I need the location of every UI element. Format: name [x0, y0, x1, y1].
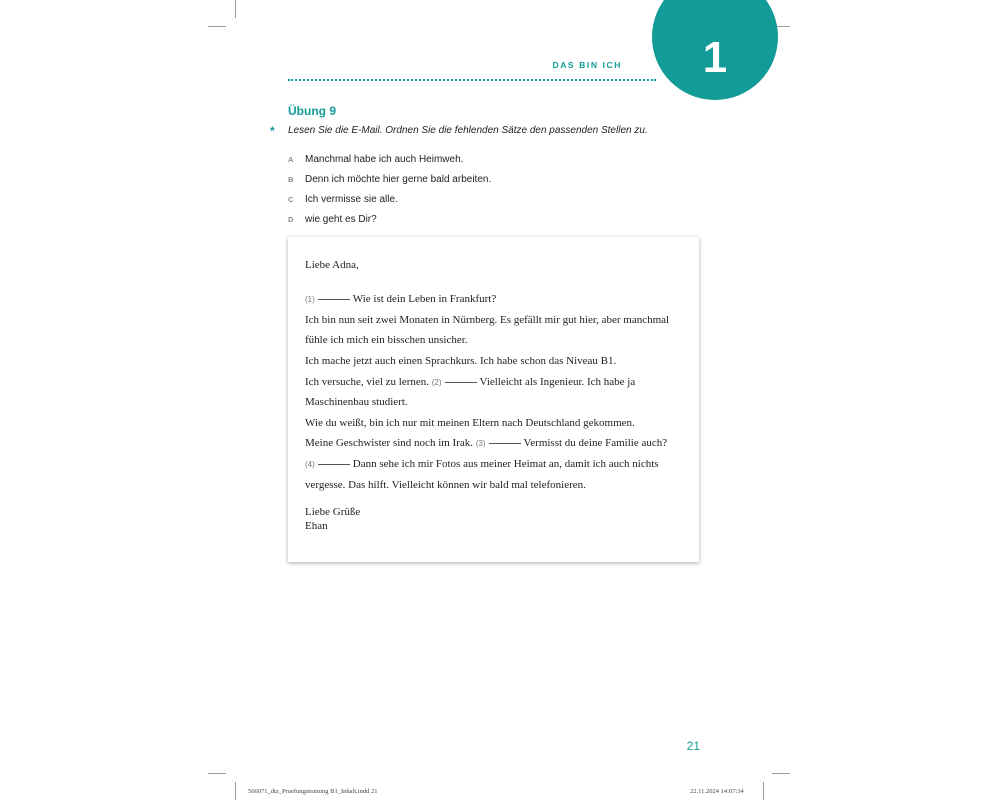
option-text: Manchmal habe ich auch Heimweh. [305, 153, 464, 165]
email-signature: Ehan [305, 520, 328, 532]
option-text: Denn ich möchte hier gerne bald arbeiten. [305, 173, 492, 185]
gap-blank [489, 443, 521, 444]
gap-blank [445, 382, 477, 383]
email-line [305, 376, 635, 388]
gap-blank [318, 299, 350, 300]
email-text: Wie ist dein Leben in Frankfurt? [352, 293, 497, 305]
option-letter: B [288, 174, 294, 184]
email-text: Vielleicht als Ingenieur. Ich habe ja [479, 376, 636, 388]
email-line [305, 293, 496, 305]
email-line [305, 458, 659, 470]
header-divider [288, 79, 656, 81]
email-text: Vermisst du deine Familie auch? [523, 437, 668, 449]
option-text: Ich vermisse sie alle. [305, 193, 398, 205]
answer-options [288, 149, 491, 229]
running-head: DAS BIN ICH [552, 60, 622, 70]
crop-mark [763, 782, 764, 800]
print-slug-date: 22.11.2024 14:07:34 [690, 788, 744, 795]
crop-mark [208, 773, 226, 774]
option-text: wie geht es Dir? [305, 213, 377, 225]
email-line: Wie du weißt, bin ich nur mit meinen Eltern nach Deutschland gekommen. [305, 417, 635, 429]
crop-mark [772, 773, 790, 774]
chapter-number: 1 [702, 33, 728, 82]
email-line: Ich bin nun seit zwei Monaten in Nürnberg. Es gefällt mir gut hier, aber manchmal [305, 314, 670, 326]
email-text: Meine Geschwister sind noch im Irak. [305, 437, 474, 449]
option-letter: A [288, 154, 294, 164]
option-c [288, 189, 491, 209]
email-greeting: Liebe Adna, [305, 259, 359, 271]
gap-number: (4) [305, 460, 315, 469]
gap-number: (3) [475, 439, 486, 448]
gap-blank [318, 464, 350, 465]
gap-number: (2) [431, 378, 442, 387]
email-line: Maschinenbau studiert. [305, 396, 408, 408]
email-line: vergesse. Das hilft. Vielleicht können wir bald mal telefonieren. [305, 479, 586, 491]
print-slug-file: 566071_dtz_Pruefungstraining B1_Inhalt.indd 21 [248, 788, 378, 795]
difficulty-star-icon: * [270, 124, 275, 138]
page-number: 21 [686, 739, 700, 753]
gap-number: (1) [305, 295, 315, 304]
email-line: Ich mache jetzt auch einen Sprachkurs. Ich habe schon das Niveau B1. [305, 355, 617, 367]
email-text: Ich versuche, viel zu lernen. [305, 376, 429, 388]
email-card [288, 237, 699, 562]
crop-mark [235, 0, 236, 18]
crop-mark [235, 782, 236, 800]
email-line: fühle ich mich ein bisschen unsicher. [305, 334, 468, 346]
option-d [288, 209, 491, 229]
email-line [305, 437, 667, 449]
option-a [288, 149, 491, 169]
exercise-title: Übung 9 [288, 104, 336, 118]
crop-mark [208, 26, 226, 27]
email-text: Dann sehe ich mir Fotos aus meiner Heimat an, damit ich auch nichts [352, 458, 659, 470]
option-b [288, 169, 491, 189]
option-letter: D [288, 214, 294, 224]
exercise-instruction: Lesen Sie die E-Mail. Ordnen Sie die fehlenden Sätze den passenden Stellen zu. [288, 125, 648, 136]
email-closing: Liebe Grüße [305, 506, 361, 518]
option-letter: C [288, 194, 294, 204]
